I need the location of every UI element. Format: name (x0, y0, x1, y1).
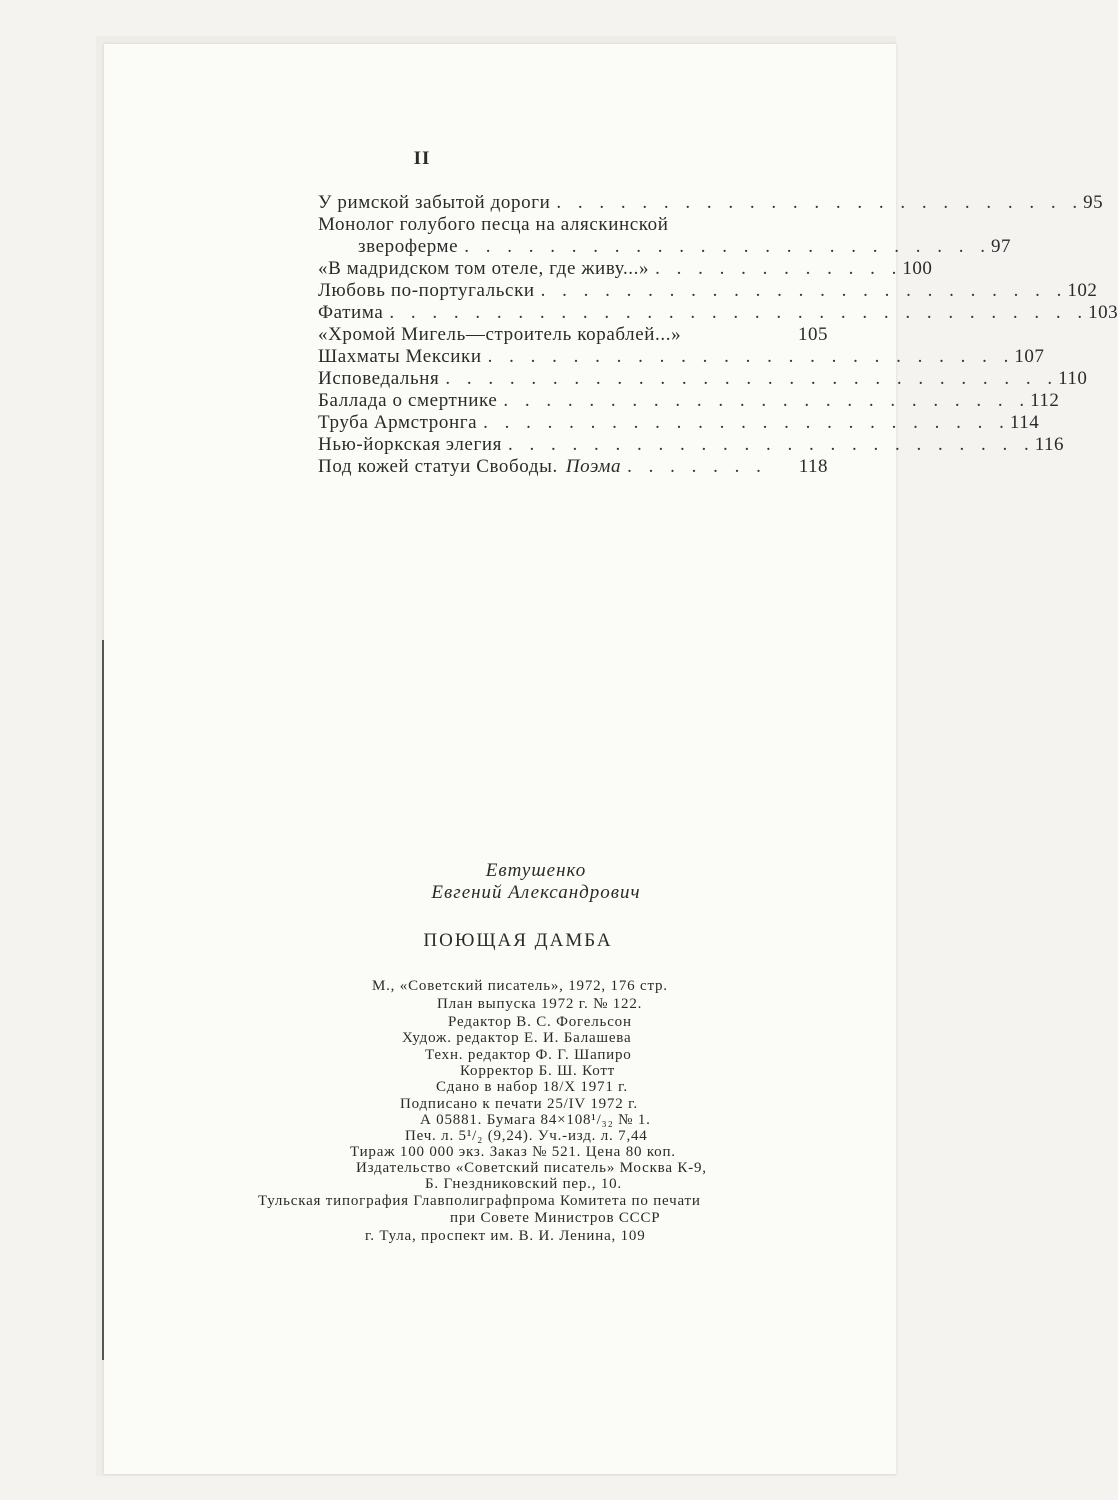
imprint-line: Корректор Б. Ш. Котт (460, 1063, 616, 1079)
imprint-line: Редактор В. С. Фогельсон (448, 1014, 632, 1030)
toc-entry-title: «В мадридском том отеле, где живу...» (318, 258, 650, 279)
author-given-name: Евгений Александрович (431, 882, 641, 903)
table-of-contents (318, 192, 1118, 478)
toc-leader-dots: . . . . . . . (627, 456, 767, 477)
imprint-line: Издательство «Советский писатель» Москва К-9, (356, 1160, 707, 1176)
toc-entry-page: 102 (1067, 280, 1098, 301)
toc-entry (318, 368, 1088, 390)
imprint-line: Сдано в набор 18/X 1971 г. (436, 1079, 628, 1095)
toc-entry-title: Фатима (318, 302, 384, 323)
toc-entry-page: 110 (1058, 368, 1088, 389)
toc-entry-page: 112 (1030, 390, 1060, 411)
toc-leader-dots: . . . . . . . . . . . . . . . . . . . . . . . . . (487, 346, 1015, 367)
toc-entry-page: 116 (1034, 434, 1065, 455)
toc-leader-dots: . . . . . . . . . . . . . . . . . . . . . . . . . (507, 434, 1035, 455)
toc-entry-page: 100 (902, 258, 933, 279)
imprint-line: Тульская типография Главполиграфпрома Комитета по печати (258, 1193, 701, 1209)
toc-entry (318, 302, 1118, 324)
toc-entry (318, 434, 1065, 456)
imprint-line: Подписано к печати 25/IV 1972 г. (400, 1096, 638, 1112)
toc-entry-page: 95 (1083, 192, 1104, 213)
toc-entry-page: 107 (1014, 346, 1045, 367)
toc-entry-page: 105 (798, 324, 828, 345)
imprint-line: г. Тула, проспект им. В. И. Ленина, 109 (365, 1228, 646, 1244)
toc-entry (318, 390, 1060, 412)
toc-leader-dots: . . . . . . . . . . . . . . . . . . . . . . . . . (483, 412, 1010, 433)
toc-leader-dots: . . . . . . . . . . . . . . . . . . . . . . . . . . . . . (445, 368, 1059, 389)
toc-entry (318, 192, 1104, 214)
toc-entry (318, 280, 1098, 302)
toc-entry (318, 236, 1011, 258)
imprint-line: М., «Советский писатель», 1972, 176 стр. (372, 978, 668, 994)
toc-entry (318, 258, 933, 280)
toc-leader-dots: . . . . . . . . . . . . . . . . . . . . . . . . . (464, 236, 991, 257)
toc-leader-dots: . . . . . . . . . . . . . . . . . . . . . . . . . (556, 192, 1084, 213)
toc-entry-page: 97 (990, 236, 1011, 257)
toc-entry-title: Нью-йоркская элегия (318, 434, 502, 455)
imprint-line: при Совете Министров СССР (450, 1210, 661, 1226)
toc-entry-page: 118 (798, 456, 828, 477)
toc-entry (318, 346, 1045, 368)
imprint-line: Печ. л. 5¹/₂ (9,24). Уч.-изд. л. 7,44 (405, 1128, 648, 1144)
toc-entry-title: Исповедальня (318, 368, 440, 389)
toc-entry-title: Баллада о смертнике (318, 390, 498, 411)
toc-leader-dots: . . . . . . . . . . . . . . . . . . . . . . . . . (503, 390, 1031, 411)
imprint-line: А 05881. Бумага 84×108¹/₃₂ № 1. (420, 1112, 651, 1128)
toc-leader-dots: . . . . . . . . . . . . . . . . . . . . . . . . . . . . . . . . . (389, 302, 1089, 323)
imprint-line: План выпуска 1972 г. № 122. (437, 996, 643, 1012)
toc-leader-dots: . . . . . . . . . . . . . . . . . . . . . . . . . (540, 280, 1068, 301)
toc-entry (318, 412, 1040, 434)
imprint-line: Худож. редактор Е. И. Балашева (402, 1030, 632, 1046)
toc-leader-dots: . . . . . . . . . . . . (655, 258, 903, 279)
toc-entry-title: Монолог голубого песца на аляскинской (318, 214, 669, 235)
toc-entry-title: Любовь по-португальски (318, 280, 535, 301)
toc-entry-title: Шахматы Мексики (318, 346, 482, 367)
toc-entry-page: 103 (1088, 302, 1118, 323)
imprint-line: Б. Гнездниковский пер., 10. (425, 1176, 622, 1192)
toc-entry-title: звероферме (358, 236, 459, 257)
toc-entry-title: У римской забытой дороги (318, 192, 551, 213)
toc-entry-page: 114 (1009, 412, 1040, 433)
author-surname: Евтушенко (485, 860, 587, 881)
toc-entry (318, 456, 828, 478)
toc-entry (318, 324, 828, 346)
toc-entry-title: Труба Армстронга (318, 412, 478, 433)
toc-entry-title: «Хромой Мигель—строитель кораблей...» (318, 324, 682, 345)
toc-entry-subtitle: Поэма (565, 456, 622, 477)
book-title: ПОЮЩАЯ ДАМБА (423, 930, 613, 951)
imprint-line: Техн. редактор Ф. Г. Шапиро (425, 1047, 632, 1063)
toc-entry (318, 214, 828, 236)
section-numeral: II (413, 148, 431, 169)
page-edge (102, 640, 104, 1360)
imprint-line: Тираж 100 000 экз. Заказ № 521. Цена 80 коп. (350, 1144, 676, 1160)
toc-entry-title: Под кожей статуи Свободы. (318, 456, 558, 477)
